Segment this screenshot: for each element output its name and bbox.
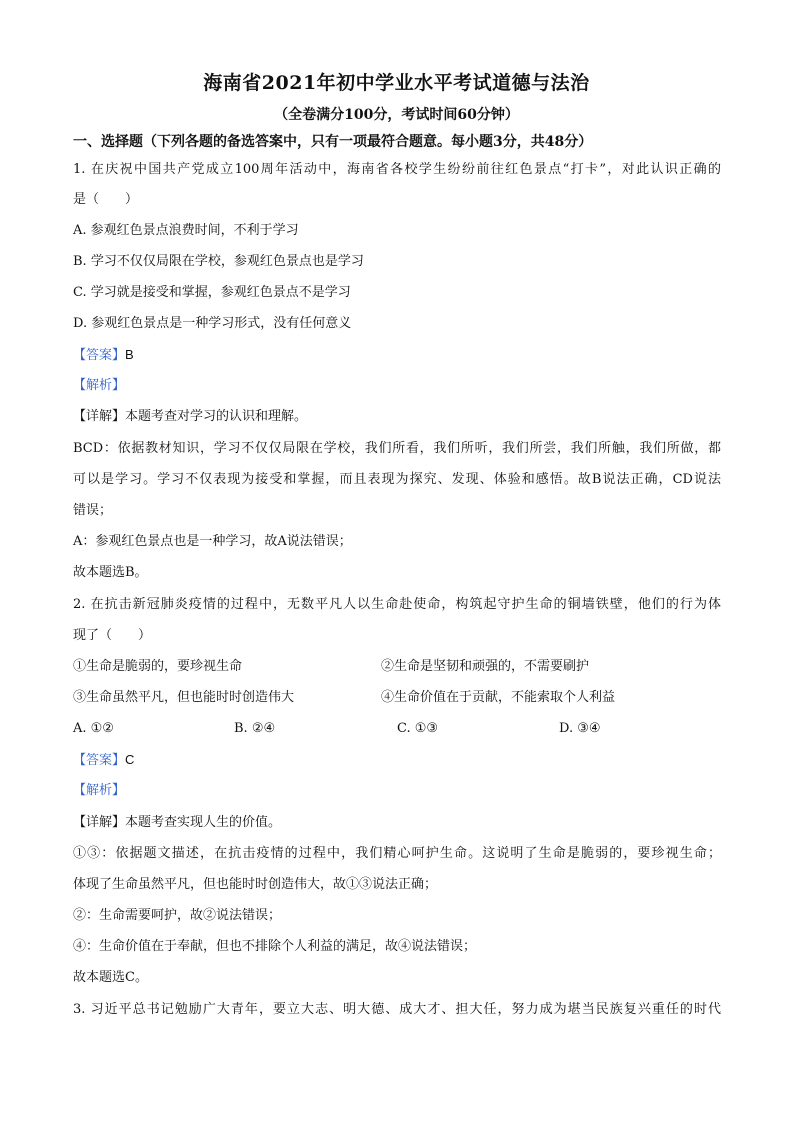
page-title: 海南省2021年初中学业水平考试道德与法治 bbox=[203, 72, 590, 94]
page-subtitle: （全卷满分100分，考试时间60分钟） bbox=[274, 107, 519, 123]
q2-explanation-line2: 体现了生命虽然平凡，但也能时时创造伟大，故①③说法正确； bbox=[73, 877, 438, 892]
q2-item-2: ②生命是坚韧和顽强的，不需要刷护 bbox=[381, 659, 590, 674]
q1-option-a: A. 参观红色景点浪费时间，不利于学习 bbox=[73, 223, 299, 238]
q1-explanation-line2: 可以是学习。学习不仅表现为接受和掌握，而且表现为探究、发现、体验和感悟。故B说法正确，CD说法 bbox=[73, 472, 721, 487]
q2-option-a: A. ①② bbox=[73, 721, 114, 736]
section-header: 一、选择题（下列各题的备选答案中，只有一项最符合题意。每小题3分，共48分） bbox=[73, 134, 593, 150]
q2-item-3: ③生命虽然平凡，但也能时时创造伟大 bbox=[73, 690, 295, 705]
detail-text: 本题考查实现人生的价值。 bbox=[125, 815, 282, 830]
q1-option-c: C. 学习就是接受和掌握，参观红色景点不是学习 bbox=[73, 285, 351, 300]
q1-explanation-line4: A：参观红色景点也是一种学习，故A说法错误； bbox=[73, 534, 352, 549]
q2-analysis-tag: 【解析】 bbox=[73, 783, 126, 798]
q1-stem-line1: 1. 在庆祝中国共产党成立100周年活动中，海南省各校学生纷纷前往红色景点“打卡”，对此认识正确的 bbox=[73, 162, 721, 177]
q2-item-1: ①生命是脆弱的，要珍视生命 bbox=[73, 659, 243, 674]
q1-option-b: B. 学习不仅仅局限在学校，参观红色景点也是学习 bbox=[73, 254, 364, 269]
q2-detail bbox=[73, 814, 281, 832]
detail-tag: 【详解】 bbox=[73, 409, 126, 424]
q1-analysis-tag: 【解析】 bbox=[73, 378, 126, 393]
q1-explanation-line1: BCD：依据教材知识，学习不仅仅局限在学校，我们所看，我们所听，我们所尝，我们所触，我们所做，都 bbox=[73, 441, 721, 456]
q2-explanation-line1: ①③：依据题文描述，在抗击疫情的过程中，我们精心呵护生命。这说明了生命是脆弱的，要珍视生命； bbox=[73, 846, 721, 861]
q3-stem-line1: 3. 习近平总书记勉励广大青年，要立大志、明大德、成大才、担大任，努力成为堪当民族复兴重任的时代 bbox=[73, 1002, 721, 1017]
q2-explanation-line3: ②：生命需要呵护，故②说法错误； bbox=[73, 908, 282, 923]
q2-answer bbox=[73, 751, 134, 770]
q2-explanation-line4: ④：生命价值在于奉献，但也不排除个人利益的满足，故④说法错误； bbox=[73, 939, 477, 954]
answer-tag: 【答案】 bbox=[73, 753, 126, 768]
answer-value: B bbox=[125, 347, 134, 362]
q1-detail bbox=[73, 408, 307, 426]
q1-option-d: D. 参观红色景点是一种学习形式，没有任何意义 bbox=[73, 316, 352, 331]
q1-answer bbox=[73, 346, 134, 365]
q2-item-4: ④生命价值在于贡献，不能索取个人利益 bbox=[381, 690, 616, 705]
q1-stem-line2: 是（ ） bbox=[73, 192, 139, 207]
q2-stem-line2: 现了（ ） bbox=[73, 628, 152, 643]
q2-option-c: C. ①③ bbox=[397, 721, 439, 736]
answer-tag: 【答案】 bbox=[73, 348, 126, 363]
q2-stem-line1: 2. 在抗击新冠肺炎疫情的过程中，无数平凡人以生命赴使命，构筑起守护生命的铜墙铁壁，他们的行为体 bbox=[73, 597, 721, 612]
detail-text: 本题考查对学习的认识和理解。 bbox=[125, 409, 308, 424]
q2-option-b: B. ②④ bbox=[234, 721, 276, 736]
detail-tag: 【详解】 bbox=[73, 815, 126, 830]
q1-explanation-line3: 错误； bbox=[73, 503, 113, 518]
q2-option-d: D. ③④ bbox=[559, 721, 601, 736]
q1-conclusion: 故本题选B。 bbox=[73, 565, 148, 580]
q2-conclusion: 故本题选C。 bbox=[73, 970, 148, 985]
answer-value: C bbox=[125, 752, 135, 767]
